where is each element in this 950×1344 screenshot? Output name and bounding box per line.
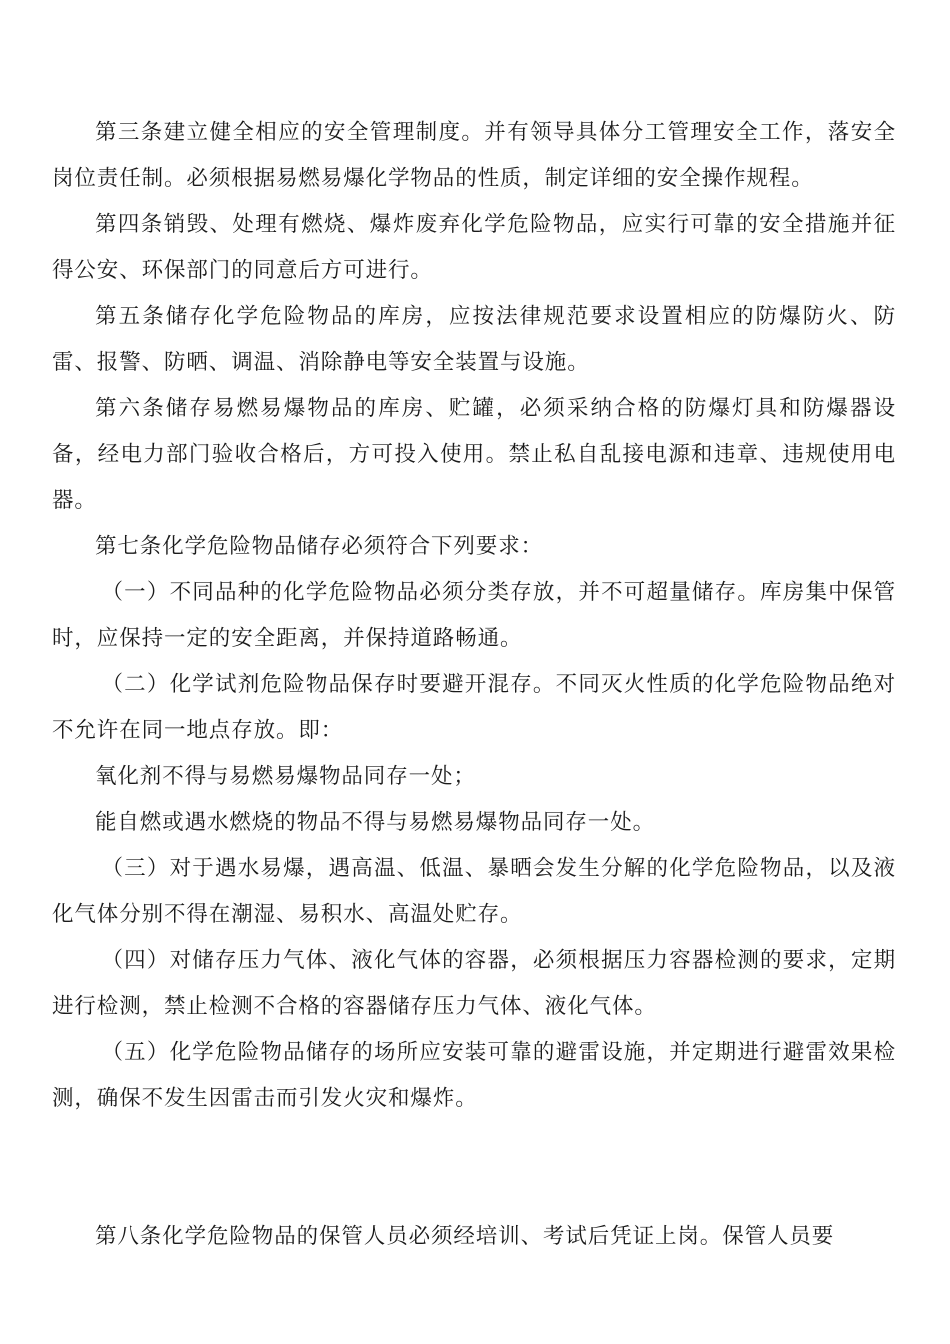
article-7-item-5: （五）化学危险物品储存的场所应安装可靠的避雷设施，并定期进行避雷效果检测，确保不发生因雷击而引发火灾和爆炸。 [52, 1040, 896, 1111]
article-7-item-2-rule-a: 氧化剂不得与易燃易爆物品同存一处； [95, 764, 476, 789]
article-7-item-2-rule-b: 能自燃或遇水燃烧的物品不得与易燃易爆物品同存一处。 [95, 810, 656, 835]
article-7-item-3: （三）对于遇水易爆，遇高温、低温、暴晒会发生分解的化学危险物品，以及液化气体分别不得在潮湿、易积水、高温处贮存。 [52, 856, 896, 927]
document-page [52, 110, 896, 1260]
article-6-paragraph: 第六条储存易燃易爆物品的库房、贮罐，必须采纳合格的防爆灯具和防爆器设备，经电力部门验收合格后，方可投入使用。禁止私自乱接电源和违章、违规使用电器。 [52, 396, 896, 513]
article-7-item-2: （二）化学试剂危险物品保存时要避开混存。不同灭火性质的化学危险物品绝对不允许在同一地点存放。即： [52, 672, 896, 743]
article-7-item-1: （一）不同品种的化学危险物品必须分类存放，并不可超量储存。库房集中保管时，应保持一定的安全距离，并保持道路畅通。 [52, 580, 896, 651]
article-7-item-4: （四）对储存压力气体、液化气体的容器，必须根据压力容器检测的要求，定期进行检测，禁止检测不合格的容器储存压力气体、液化气体。 [52, 948, 896, 1019]
section-gap [52, 1122, 896, 1214]
article-3-paragraph: 第三条建立健全相应的安全管理制度。并有领导具体分工管理安全工作，落安全岗位责任制。必须根据易燃易爆化学物品的性质，制定详细的安全操作规程。 [52, 120, 896, 191]
article-4-paragraph: 第四条销毁、处理有燃烧、爆炸废弃化学危险物品，应实行可靠的安全措施并征得公安、环保部门的同意后方可进行。 [52, 212, 896, 283]
article-7-paragraph: 第七条化学危险物品储存必须符合下列要求： [95, 534, 544, 559]
article-8-paragraph: 第八条化学危险物品的保管人员必须经培训、考试后凭证上岗。保管人员要 [95, 1224, 835, 1249]
article-5-paragraph: 第五条储存化学危险物品的库房，应按法律规范要求设置相应的防爆防火、防雷、报警、防晒、调温、消除静电等安全装置与设施。 [52, 304, 896, 375]
